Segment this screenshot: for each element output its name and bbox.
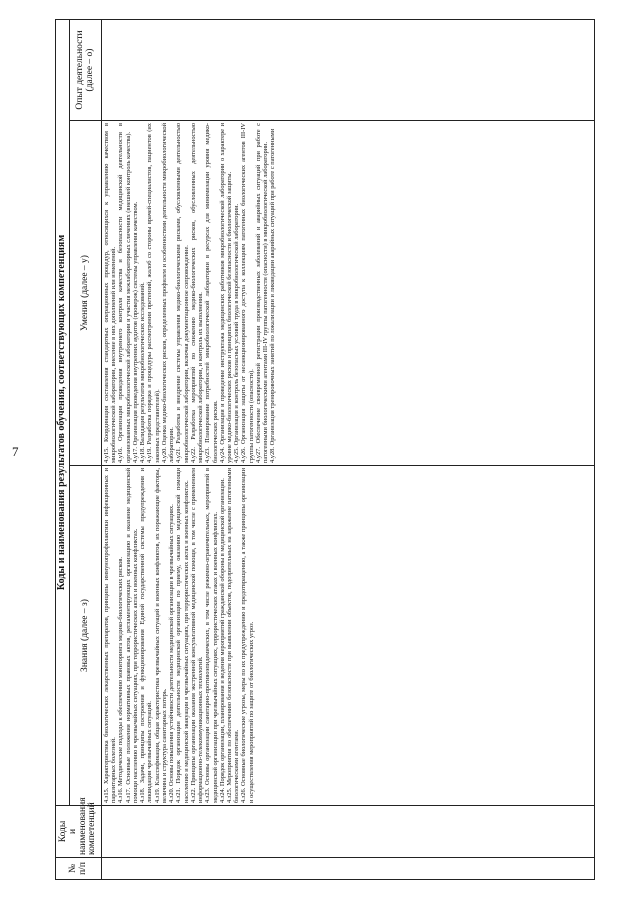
rotated-page <box>55 20 595 880</box>
row-number-cell <box>102 858 595 880</box>
knowledge-item: 4.з21. Порядок организации деятельности медицинской организации по приему, оказанию медицинской помощи населению и медицинской эвакуации в чрезвычайных ситуациях, при террористических актах и военных конфликтах. <box>175 468 190 803</box>
skill-item: 4.у15. Координация составления стандартных операционных процедур, относящихся к управлению качеством в микробиологической лаборатории, внесение в них дополнений или изменений. <box>103 123 118 463</box>
knowledge-item: 4.з22. Принципы организации оказания экстренной консультативной медицинской помощи, в том числе с применением информационно-телекоммуникационных технологий. <box>189 468 205 803</box>
skill-item: 4.у23. Планирование потребностей микробиологической лаборатории в ресурсах для минимизации уровня медико-биологических рисков. <box>204 123 219 463</box>
page-number: 7 <box>12 444 19 459</box>
knowledge-item: 4.з24. Порядок организации, планирования и ведения мероприятий гражданской обороны в медицинской организации. <box>218 478 226 803</box>
row-codes-cell <box>102 806 595 858</box>
knowledge-item: 4.з18. Задачи, принципы построения и функционирования Единой государственной системы предупреждения и ликвидации чрезвычайных ситуаций. <box>139 468 154 803</box>
skill-item: 4.у27. Обеспечение своевременной регистрации производственных заболеваний и аварийных ситуаций при работе с патогенными биологическими агентами III-IV группы патогенности (опасности) в микробиологической лаборатории. <box>254 123 270 463</box>
header-codes: Коды и наименования компетенций <box>56 806 102 858</box>
skill-item: 4.у18. Валидация результатов микробиологических исследований. <box>139 282 147 463</box>
knowledge-item: 4.з17. Основные положения нормативных правовых актов, регламентирующих организацию и оказание медицинской помощи населению в чрезвычайных ситуациях, при террористических актах и военных конфликтах. <box>124 468 139 803</box>
competency-table <box>55 19 595 880</box>
knowledge-item: 4.з19. Классификация, общая характеристика чрезвычайных ситуаций и военных конфликтов, их поражающие факторы, величина и структура санитарных потерь. <box>153 468 168 803</box>
table-container <box>55 20 595 880</box>
knowledge-cell <box>102 466 595 806</box>
experience-cell <box>102 19 595 120</box>
skills-cell <box>102 121 595 466</box>
skill-item: 4.у22. Разработка мероприятий по снижению медико-биологических рисков, обусловленных деятельностью микробиологической лаборатории, и контроль их выполнения. <box>189 123 205 463</box>
knowledge-item: 4.з25. Мероприятия по обеспечению безопасности при выявлении объектов, подозрительных на заражение патогенными биологическими агентами. <box>225 468 241 803</box>
skill-item: 4.у20. Оценка медико-биологических рисков, определенных профилем и особенностями деятельности микробиологической лаборатории. <box>160 123 176 463</box>
skill-item: 4.у17. Организация проведения внутренних аудитов (проверок) системы управления качеством. <box>131 201 139 463</box>
header-number: № п/п <box>56 858 102 880</box>
header-skills: Умения (далее – у) <box>70 121 102 466</box>
header-experience: Опыт деятельности (далее – о) <box>70 19 102 120</box>
knowledge-item: 4.з26. Основные биологические угрозы, меры по их предупреждению и предотвращению, а также принципы организации и осуществления мероприятий по защите от биологических угроз. <box>240 468 255 803</box>
header-group-title: Коды и наименования результатов обучения, соответствующих компетенциям <box>56 19 70 805</box>
skill-item: 4.у25. Организация и контроль безопасных условий труда в микробиологической лаборатории. <box>233 203 241 463</box>
knowledge-item: 4.з23. Основы организации санитарно-противоэпидемических, в том числе режимно-ограничительных, мероприятий в медицинской организации при чрезвычайных ситуациях, террористических атаках и военных конфликтах. <box>204 468 219 803</box>
skill-item: 4.у24. Организация и проведение инструктажа медицинских работников микробиологической лаборатории о характере и уровне медико-биологических рисков и принципах биологической безопасности и биологической защиты. <box>218 123 233 463</box>
knowledge-item: 4.з16. Методические подходы к обеспечению мониторинга медико-биологических рисков. <box>117 556 125 803</box>
skill-item: 4.у26. Организация защиты от несанкционированного доступа к коллекциям патогенных биологических агентов III-IV группы патогенности (опасности). <box>240 123 255 463</box>
skill-item: 4.у16. Организация проведения внутреннего контроля качества и безопасности медицинской деятельности в организованных микробиологической лаборатории и участия межлабораторных сличениях (внешней контроль качества). <box>117 123 132 463</box>
header-knowledge: Знания (далее – з) <box>70 466 102 806</box>
skill-item: 4.у19. Разработка порядка и процедуры рассмотрения претензий, жалоб со стороны врачей-специалистов, пациентов (их законных представителей). <box>146 123 161 463</box>
knowledge-item: 4.з20. Основы повышения устойчивости деятельности медицинской организации в чрезвычайных ситуациях. <box>168 504 176 803</box>
skill-item: 4.у21. Разработка и внедрение системы управления медико-биологическими рисками, обусловленными деятельностью микробиологической лаборатории, включая документационное сопровождение. <box>175 123 190 463</box>
knowledge-item: 4.з15. Характеристика биологических лекарственных препаратов, принципы иммунопрофилактики инфекционных и паразитарных болезней. <box>103 468 118 803</box>
skill-item: 4.у28. Организация тренировочных занятий по локализации и ликвидации аварийных ситуаций при работе с патогенными <box>269 128 277 463</box>
